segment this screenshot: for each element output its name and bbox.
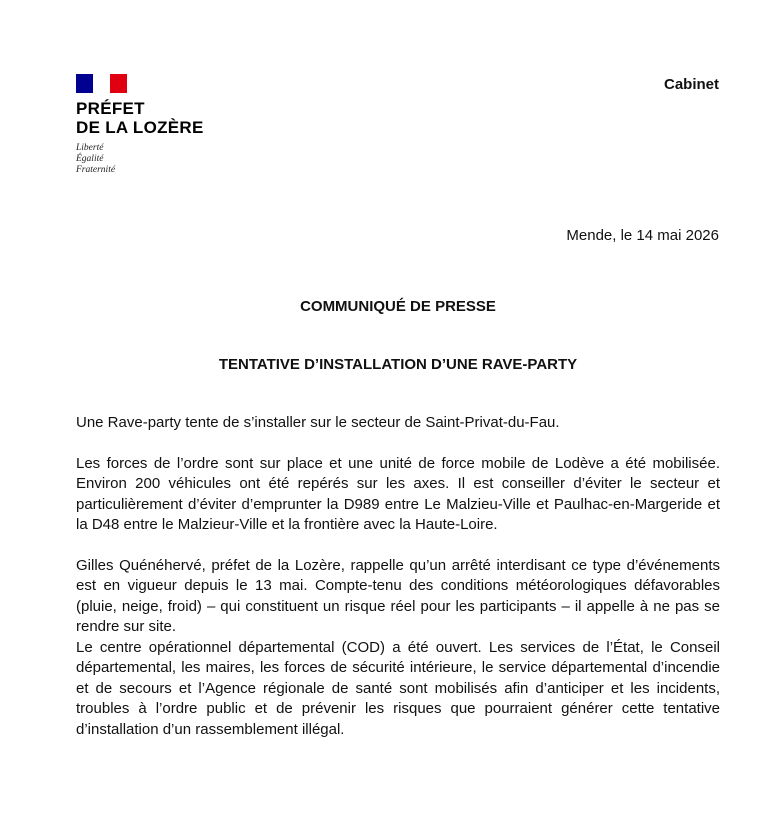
motto-fraternite: Fraternité	[76, 165, 116, 175]
flag-blue-stripe	[76, 74, 93, 93]
press-release-title: TENTATIVE D’INSTALLATION D’UNE RAVE-PARTY	[218, 356, 578, 373]
motto-liberte: Liberté	[76, 143, 104, 153]
service-name: Cabinet	[663, 76, 719, 93]
paragraph: Le centre opérationnel départemental (COD) a été ouvert. Les services de l’État, le Conseil départemental, les maires, les forces de sécurité intérieure, le service départemental d’incendie et de secours et l’Agence régionale de santé sont mobilisés afin d’anticiper et les incidents, troubles à l’ordre public et de prévenir les risques que pourraient générer cette tentative d’installation d’un rassemblement illégal.	[76, 638, 720, 738]
press-release-body	[76, 413, 720, 740]
flag-red-stripe	[110, 74, 127, 93]
prefecture-logo	[76, 74, 204, 176]
paragraph: Gilles Quénéhervé, préfet de la Lozère, rappelle qu’un arrêté interdisant ce type d’événements est en vigueur depuis le 13 mai. Compte-tenu des conditions météorologiques défavorables (pluie, neige, froid) – qui constituent un risque réel pour les participants – il appelle à ne pas se rendre sur site.	[76, 556, 720, 635]
marianne-flag-icon	[76, 74, 127, 93]
paragraph: Une Rave-party tente de s’installer sur le secteur de Saint-Privat-du-Fau.	[76, 414, 560, 431]
republic-motto	[76, 143, 204, 176]
motto-egalite: Égalité	[76, 154, 104, 164]
logo-line-prefet: PRÉFET	[76, 99, 145, 118]
paragraph: Les forces de l’ordre sont sur place et une unité de force mobile de Lodève a été mobilisée. Environ 200 véhicules ont été repérés sur les axes. Il est conseiller d’éviter le secteur et particulièrement d’éviter d’emprunter la D989 entre Le Malzieu-Ville et Paulhac-en-Margeride et la D48 entre le Malzieur-Ville et la frontière avec la Haute-Loire.	[76, 454, 720, 533]
document-type: COMMUNIQUÉ DE PRESSE	[300, 298, 496, 315]
logo-line-department: DE LA LOZÈRE	[76, 118, 204, 137]
flag-white-stripe	[93, 74, 110, 93]
dateline: Mende, le 14 mai 2026	[566, 227, 719, 244]
